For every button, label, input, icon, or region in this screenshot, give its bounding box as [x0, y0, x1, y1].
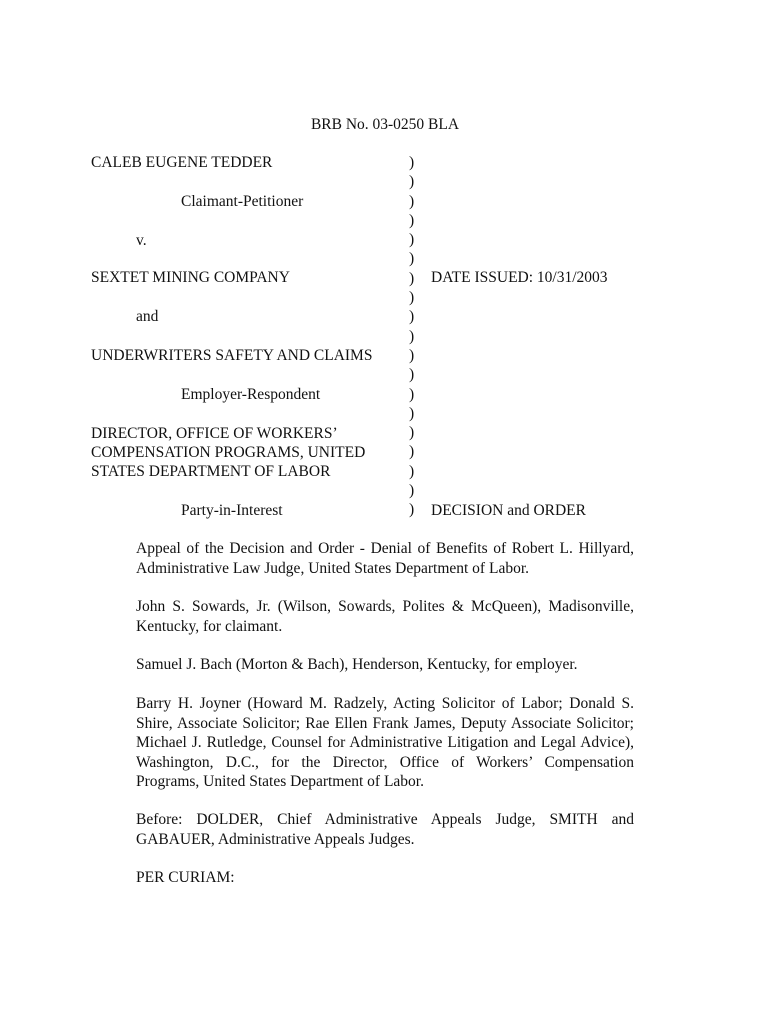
employer-role: Employer-Respondent — [181, 386, 321, 403]
caption-paren: ) — [409, 327, 415, 345]
caption-paren: ) — [409, 366, 415, 384]
versus: v. — [136, 232, 147, 249]
caption-paren: ) — [409, 404, 415, 422]
caption-paren: ) — [409, 289, 415, 307]
claimant-role: Claimant-Petitioner — [181, 193, 304, 210]
per-curiam: PER CURIAM: — [136, 869, 235, 886]
claimant-name: CALEB EUGENE TEDDER — [91, 154, 273, 171]
caption-paren: ) — [409, 250, 415, 268]
caption-paren: ) — [409, 308, 415, 326]
employer-name: SEXTET MINING COMPANY — [91, 269, 290, 286]
caption-paren: ) — [409, 173, 415, 191]
caption-parenthesis-column — [409, 153, 414, 520]
caption-paren: ) — [409, 482, 415, 500]
caption-paren: ) — [409, 192, 415, 210]
caption-paren: ) — [409, 211, 415, 229]
director-line-2: COMPENSATION PROGRAMS, UNITED — [91, 444, 366, 461]
decision-title: DECISION and ORDER — [431, 502, 586, 519]
claimant-counsel-paragraph: John S. Sowards, Jr. (Wilson, Sowards, Polites & McQueen), Madisonville, Kentucky, for claimant. — [136, 598, 634, 635]
director-role: Party-in-Interest — [181, 502, 283, 519]
before-paragraph: Before: DOLDER, Chief Administrative Appeals Judge, SMITH and GABAUER, Administrative Appeals Judges. — [136, 811, 634, 848]
director-counsel-paragraph: Barry H. Joyner (Howard M. Radzely, Acting Solicitor of Labor; Donald S. Shire, Associate Solicitor; Rae Ellen Frank James, Deputy Associate Solicitor; Michael J. Rutledge, Counsel for Administrative Litigation and Legal Advice), Washington, D.C., for the Director, Office of Workers’ Compensation Programs, United States Department of Labor. — [136, 695, 634, 791]
caption-paren: ) — [409, 269, 415, 287]
caption-paren: ) — [409, 424, 415, 442]
date-issued: DATE ISSUED: 10/31/2003 — [431, 269, 608, 286]
carrier-name: UNDERWRITERS SAFETY AND CLAIMS — [91, 347, 373, 364]
caption-paren: ) — [409, 154, 415, 171]
caption-paren: ) — [409, 346, 415, 364]
employer-counsel-paragraph: Samuel J. Bach (Morton & Bach), Henderson, Kentucky, for employer. — [136, 656, 578, 673]
director-line-3: STATES DEPARTMENT OF LABOR — [91, 463, 331, 480]
caption-paren: ) — [409, 462, 415, 480]
director-line-1: DIRECTOR, OFFICE OF WORKERS’ — [91, 425, 338, 442]
docket-number: BRB No. 03-0250 BLA — [310, 116, 460, 133]
caption-paren: ) — [409, 231, 415, 249]
appeal-paragraph: Appeal of the Decision and Order - Denial of Benefits of Robert L. Hillyard, Administrative Law Judge, United States Department of Labor. — [136, 540, 634, 577]
caption-paren: ) — [409, 385, 415, 403]
caption-paren: ) — [409, 501, 415, 519]
caption-paren: ) — [409, 443, 415, 461]
and-word: and — [136, 308, 159, 325]
